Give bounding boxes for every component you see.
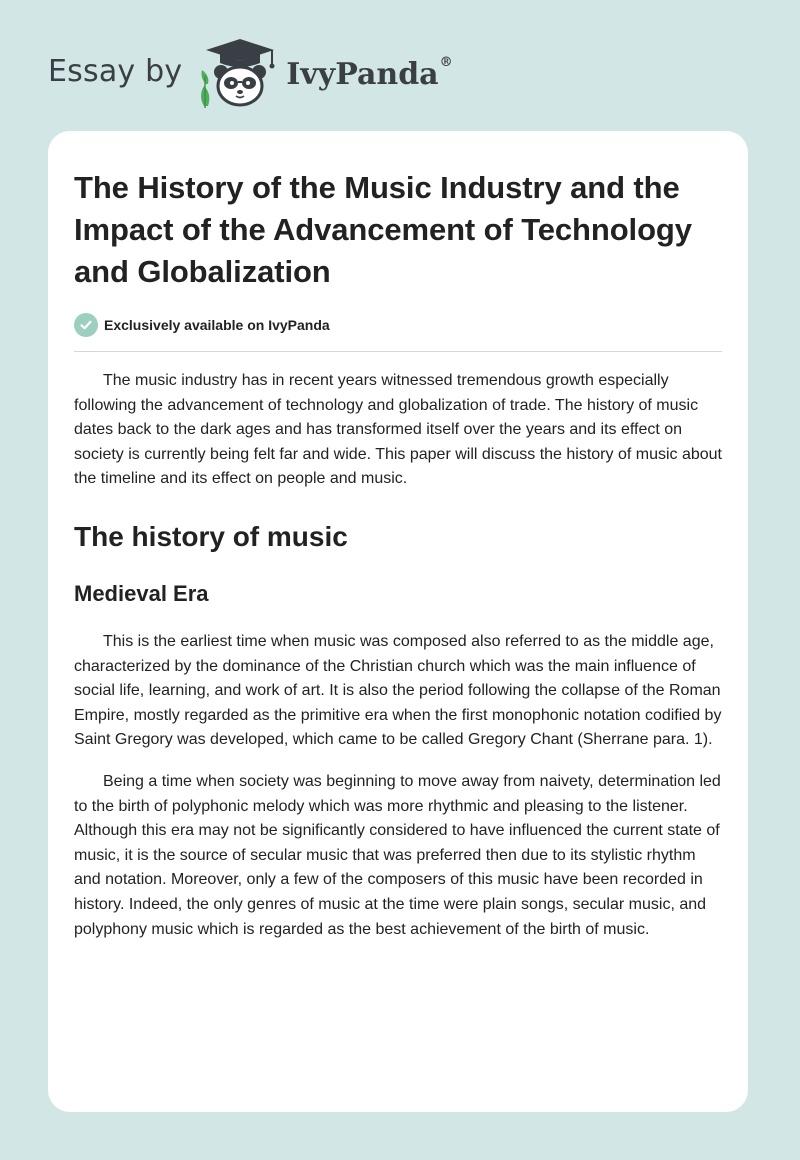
brand-prefix: Essay by	[48, 53, 183, 89]
exclusive-badge	[74, 312, 722, 338]
essay-title: The History of the Music Industry and the Impact of the Advancement of Technology and Globalization	[74, 170, 692, 289]
body-paragraph: This is the earliest time when music was composed also referred to as the middle age, characterized by the dominance of the Christian church which was the main influence of social life, learning, and work of art. It is also the period following the collapse of the Roman Empire, mostly regarded as the primitive era when the first monophonic notation codified by Saint Gregory was developed, which came to be called Gregory Chant (Sherrane para. 1).	[74, 632, 722, 749]
check-circle-icon	[74, 313, 98, 337]
brand-logo[interactable]	[48, 36, 453, 108]
essay-card	[48, 131, 748, 1112]
section-heading: The history of music	[74, 520, 348, 552]
brand-name: IvyPanda®	[286, 54, 453, 92]
subsection-heading: Medieval Era	[74, 580, 209, 606]
panda-logo-icon	[196, 36, 284, 108]
intro-paragraph: The music industry has in recent years witnessed tremendous growth especially following the advancement of technology and globalization of trade. The history of music dates back to the dark ages and has transformed itself over the years and its effect on society is currently being felt far and wide. This paper will discuss the history of music about the timeline and its effect on people and music.	[74, 372, 722, 488]
divider	[74, 351, 722, 352]
body-paragraph: Being a time when society was beginning to move away from naivety, determination led to the birth of polyphonic melody which was more rhythmic and pleasing to the listener. Although this era may not be significantly considered to have influenced the current state of music, it is the source of secular music that was preferred then due to its stylistic rhythm and notation. Moreover, only a few of the composers of this music have been recorded in history. Indeed, the only genres of music at the time were plain songs, secular music, and polyphony music which is regarded as the best achievement of the birth of music.	[74, 772, 721, 938]
exclusive-label: Exclusively available on IvyPanda	[104, 317, 330, 333]
